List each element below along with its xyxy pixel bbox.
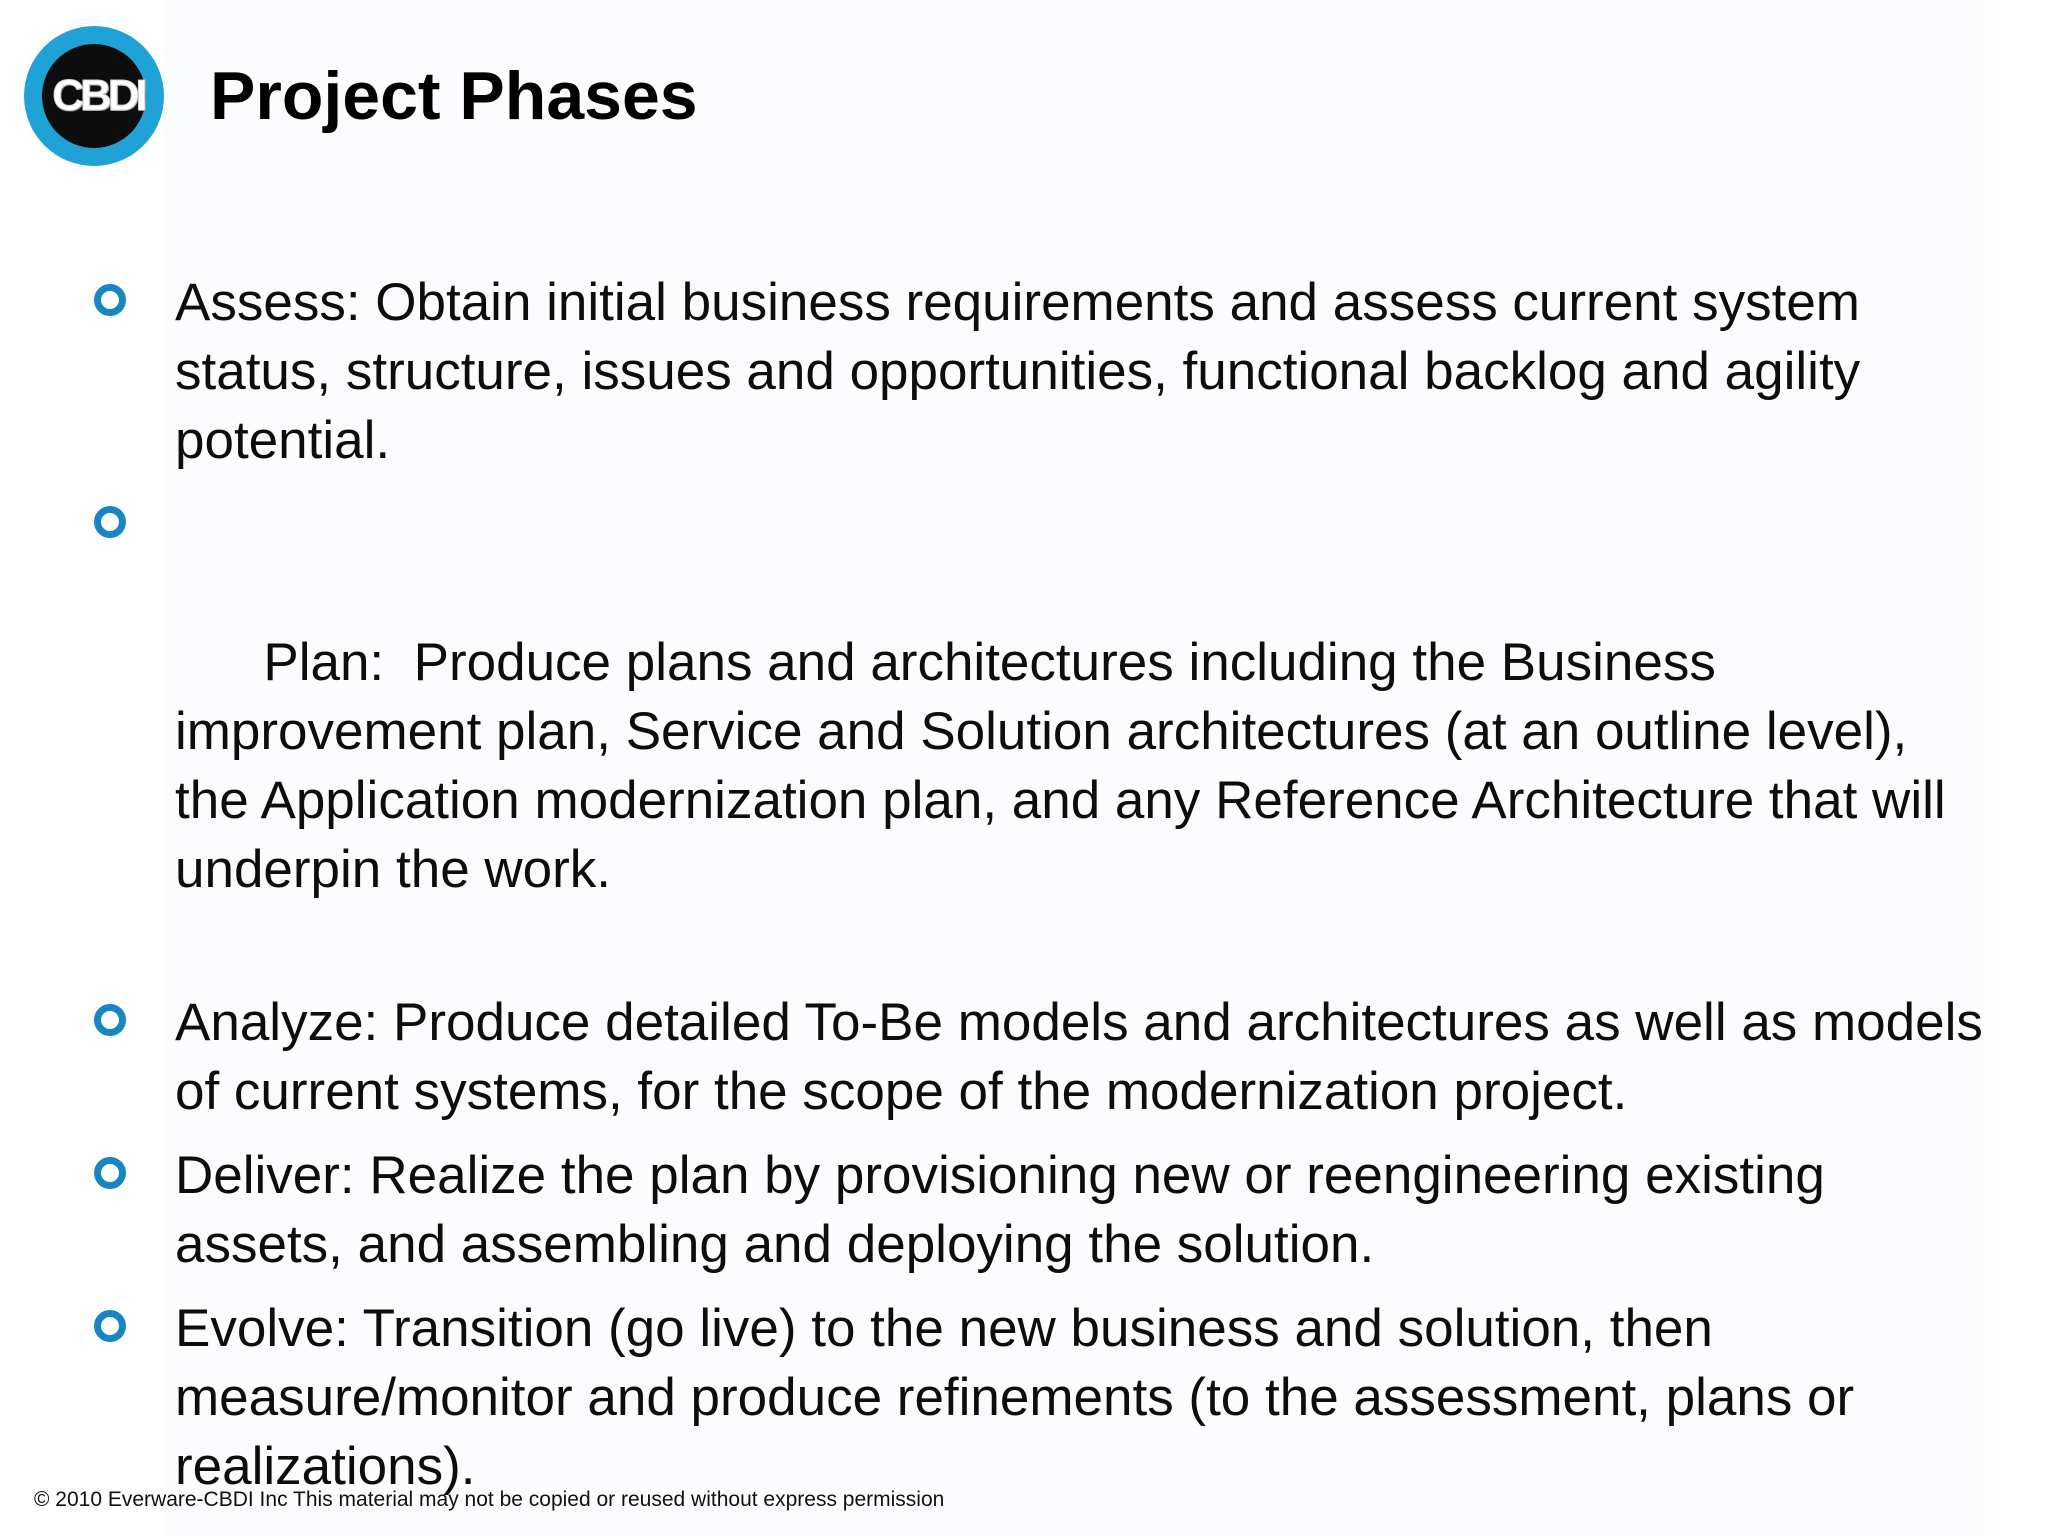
page-title: Project Phases <box>210 58 698 134</box>
bullet-icon <box>94 506 126 538</box>
bullet-icon <box>94 1004 126 1036</box>
bullet-icon <box>94 1157 126 1189</box>
bullet-item-analyze <box>88 988 1988 1126</box>
bullet-item-evolve <box>88 1294 1988 1501</box>
bullet-icon <box>94 1310 126 1342</box>
bullet-text: Deliver: Realize the plan by provisioning new or reengineering existing assets, and assembling and deploying the solution. <box>175 1146 1825 1274</box>
bullet-list <box>88 268 1988 1516</box>
bullet-text: Evolve: Transition (go live) to the new business and solution, then measure/monitor and produce refinements (to the assessment, plans or realizations). <box>175 1299 1855 1496</box>
bullet-text: Plan: Produce plans and architectures including the Business improvement plan, Service and Solution architectures (at an outline level), the Application modernization plan, and any Reference Architecture that will underpin the work. <box>175 633 1961 899</box>
bullet-text: Analyze: Produce detailed To-Be models and architectures as well as models of current systems, for the scope of the modernization project. <box>175 993 1983 1121</box>
cbdi-logo-icon <box>24 26 164 166</box>
logo-inner <box>42 44 146 148</box>
bullet-text: Assess: Obtain initial business requirements and assess current system status, structure, issues and opportunities, functional backlog and agility potential. <box>175 273 1861 470</box>
bullet-icon <box>94 284 126 316</box>
bullet-item-plan <box>88 490 1988 973</box>
logo-text: CBDI <box>52 71 144 120</box>
copyright-footer: © 2010 Everware-CBDI Inc This material may not be copied or reused without express permission <box>34 1488 945 1511</box>
bullet-item-assess <box>88 268 1988 475</box>
bullet-item-deliver <box>88 1141 1988 1279</box>
